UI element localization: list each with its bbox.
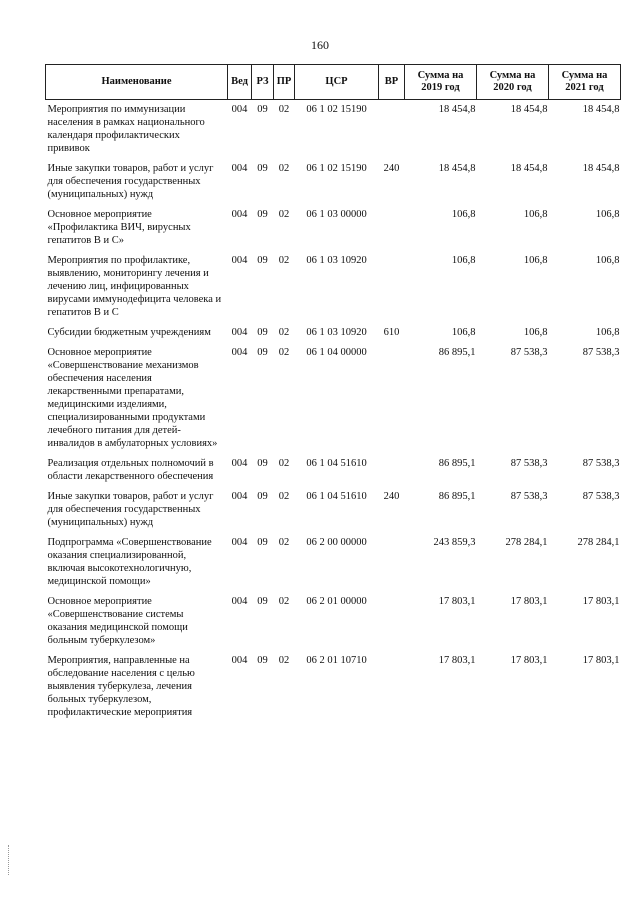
cell-ved: 004 [231,104,248,115]
cell-pr: 02 [278,655,290,666]
cell-sum-2021: 106,8 [595,327,620,338]
cell-csr: 06 2 00 00000 [306,537,367,548]
cell-sum-2019: 17 803,1 [438,655,476,666]
cell-sum-2020: 17 803,1 [510,596,548,607]
cell-sum-2021: 87 538,3 [582,347,620,358]
cell-pr: 02 [278,347,290,358]
cell-sum-2021: 106,8 [595,209,620,220]
cell-name: Субсидии бюджетным учреждениям [47,327,211,338]
cell-rz: 09 [257,255,268,266]
cell-name: Иные закупки товаров, работ и услуг для обеспечения государственных (муниципальных) нужд [47,491,214,528]
cell-pr: 02 [278,255,290,266]
cell-sum-2021: 106,8 [595,255,620,266]
cell-csr: 06 1 03 10920 [306,255,367,266]
table-row [46,251,621,323]
cell-ved: 004 [231,163,248,174]
cell-name: Основное мероприятие «Совершенствование механизмов обеспечения населения лекарственными препаратами, медицинскими изделиями, специализированными продуктами лечебного питания для детей-инвалидов в амбулаторных условиях» [47,347,218,449]
cell-sum-2019: 86 895,1 [438,491,476,502]
cell-csr: 06 1 03 10920 [306,327,367,338]
cell-vr: 240 [383,163,400,174]
cell-sum-2020: 87 538,3 [510,458,548,469]
cell-ved: 004 [231,327,248,338]
cell-name: Реализация отдельных полномочий в области лекарственного обеспечения [47,458,214,482]
cell-ved: 004 [231,537,248,548]
cell-vr: 610 [383,327,400,338]
cell-pr: 02 [278,491,290,502]
cell-csr: 06 1 04 51610 [306,491,367,502]
cell-vr [379,533,405,592]
table-row [46,343,621,454]
budget-table [45,64,621,723]
cell-pr: 02 [278,596,290,607]
cell-rz: 09 [257,347,268,358]
cell-csr: 06 1 02 15190 [306,163,367,174]
cell-csr: 06 1 04 00000 [306,347,367,358]
cell-pr: 02 [278,163,290,174]
cell-name: Подпрограмма «Совершенствование оказания специализированной, включая высокотехнологичную, медицинской помощи» [47,537,212,587]
cell-ved: 004 [231,209,248,220]
cell-csr: 06 2 01 00000 [306,596,367,607]
cell-ved: 004 [231,491,248,502]
cell-sum-2021: 18 454,8 [582,163,620,174]
cell-sum-2021: 87 538,3 [582,458,620,469]
cell-vr [379,651,405,723]
table-row [46,205,621,251]
cell-rz: 09 [257,655,268,666]
cell-csr: 06 1 04 51610 [306,458,367,469]
table-row [46,323,621,343]
header-rz: РЗ [252,65,274,100]
header-csr: ЦСР [295,65,379,100]
table-row [46,159,621,205]
cell-ved: 004 [231,596,248,607]
cell-rz: 09 [257,209,268,220]
header-sum-2020: Сумма на 2020 год [477,65,549,100]
table-header [46,65,621,100]
cell-sum-2020: 106,8 [523,327,548,338]
cell-sum-2019: 18 454,8 [438,163,476,174]
cell-pr: 02 [278,537,290,548]
cell-vr [379,454,405,487]
cell-sum-2020: 17 803,1 [510,655,548,666]
cell-csr: 06 2 01 10710 [306,655,367,666]
table-row [46,592,621,651]
cell-sum-2020: 87 538,3 [510,491,548,502]
cell-sum-2019: 18 454,8 [438,104,476,115]
cell-name: Основное мероприятие «Профилактика ВИЧ, вирусных гепатитов В и С» [47,209,191,246]
cell-name: Мероприятия по профилактике, выявлению, мониторингу лечения и лечению лиц, инфицированных вирусами иммунодефицита человека и гепатитов В и С [47,255,222,318]
cell-rz: 09 [257,327,268,338]
header-ved: Вед [228,65,252,100]
table-body [46,100,621,724]
table-row [46,454,621,487]
cell-pr: 02 [278,104,290,115]
cell-name: Иные закупки товаров, работ и услуг для обеспечения государственных (муниципальных) нужд [47,163,214,200]
cell-sum-2020: 278 284,1 [505,537,548,548]
cell-sum-2020: 87 538,3 [510,347,548,358]
cell-name: Мероприятия по иммунизации населения в рамках национального календаря профилактических прививок [47,104,205,154]
cell-name: Мероприятия, направленные на обследование населения с целью выявления туберкулеза, лечения больных туберкулезом, профилактические мероприятия [47,655,195,718]
cell-sum-2021: 87 538,3 [582,491,620,502]
header-vr: ВР [379,65,405,100]
cell-sum-2019: 106,8 [451,209,476,220]
cell-vr: 240 [383,491,400,502]
cell-sum-2019: 86 895,1 [438,347,476,358]
cell-vr [379,251,405,323]
cell-sum-2019: 86 895,1 [438,458,476,469]
table-row [46,533,621,592]
cell-rz: 09 [257,537,268,548]
cell-rz: 09 [257,596,268,607]
cell-sum-2020: 106,8 [523,209,548,220]
cell-ved: 004 [231,347,248,358]
header-pr: ПР [274,65,295,100]
cell-sum-2021: 278 284,1 [577,537,620,548]
cell-vr [379,343,405,454]
header-sum-2021: Сумма на 2021 год [549,65,621,100]
cell-ved: 004 [231,255,248,266]
cell-pr: 02 [278,458,290,469]
header-name: Наименование [46,65,228,100]
cell-ved: 004 [231,458,248,469]
cell-sum-2020: 18 454,8 [510,163,548,174]
cell-rz: 09 [257,104,268,115]
cell-sum-2019: 106,8 [451,255,476,266]
cell-rz: 09 [257,163,268,174]
header-sum-2019: Сумма на 2019 год [405,65,477,100]
cell-sum-2021: 17 803,1 [582,655,620,666]
cell-sum-2021: 17 803,1 [582,596,620,607]
table-row [46,651,621,723]
cell-sum-2019: 243 859,3 [433,537,476,548]
cell-csr: 06 1 02 15190 [306,104,367,115]
cell-name: Основное мероприятие «Совершенствование системы оказания медицинской помощи больным туберкулезом» [47,596,188,646]
cell-rz: 09 [257,458,268,469]
table-row [46,487,621,533]
cell-vr [379,100,405,160]
cell-csr: 06 1 03 00000 [306,209,367,220]
cell-ved: 004 [231,655,248,666]
cell-pr: 02 [278,327,290,338]
cell-sum-2019: 106,8 [451,327,476,338]
cell-vr [379,592,405,651]
scan-margin-mark [8,845,11,875]
cell-sum-2021: 18 454,8 [582,104,620,115]
cell-rz: 09 [257,491,268,502]
cell-sum-2020: 106,8 [523,255,548,266]
table-row [46,100,621,160]
cell-sum-2020: 18 454,8 [510,104,548,115]
page-number: 160 [311,38,329,52]
cell-sum-2019: 17 803,1 [438,596,476,607]
cell-vr [379,205,405,251]
cell-pr: 02 [278,209,290,220]
